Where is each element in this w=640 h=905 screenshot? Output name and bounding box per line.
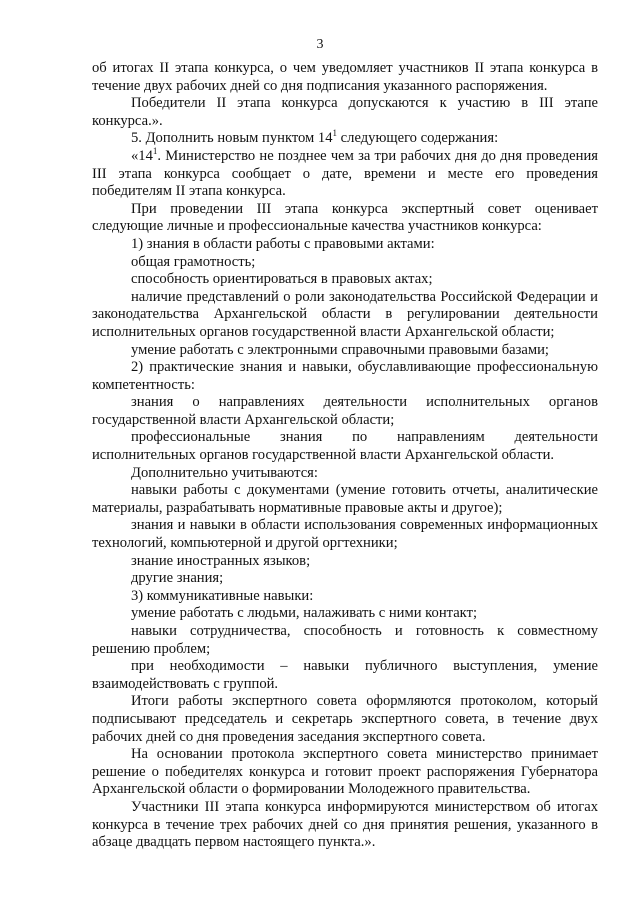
paragraph: При проведении III этапа конкурса экспертный совет оценивает следующие личные и профессиональные качества участников конкурса: [92,200,598,235]
paragraph: Дополнительно учитываются: [131,464,318,481]
paragraph: Победители II этапа конкурса допускаются к участию в III этапе конкурса.». [92,95,598,129]
paragraph-text: 5. Дополнить новым пунктом 14 [131,130,333,147]
paragraph: знания и навыки в области использования современных информационных технологий, компьютерной и другой оргтехники; [92,517,598,552]
superscript: 1 [152,145,158,156]
paragraph: Итоги работы экспертного совета оформляются протоколом, который подписывают председатель и секретарь экспертного совета, в течение двух рабочих дней со дня проведения заседания экспертного совета. [92,693,598,745]
paragraph: способность ориентироваться в правовых актах; [131,271,433,288]
paragraph-text: следующего содержания: [337,130,499,147]
paragraph: Участники III этапа конкурса информируются министерством об итогах конкурса в течение трех рабочих дней со дня принятия решения, указанного в абзаце двадцать первом настоящего пункта.». [92,798,598,851]
document-body [92,60,598,852]
paragraph: умение работать с электронными справочными правовыми базами; [131,341,549,358]
paragraph: профессиональные знания по направлениям деятельности исполнительных органов государственной власти Архангельской области. [92,429,598,464]
paragraph: знания о направлениях деятельности исполнительных органов государственной власти Архангельской области; [92,394,598,428]
superscript: 1 [332,128,338,139]
paragraph: 2) практические знания и навыки, обуславливающие профессиональную компетентность: [92,359,598,393]
paragraph [92,145,598,201]
paragraph: при необходимости – навыки публичного выступления, умение взаимодействовать с группой. [92,658,598,692]
paragraph-text: . Министерство не позднее чем за три рабочих дня до дня проведения III этапа конкурса сообщает о дате, времени и месте его проведения победителям II этапа конкурса. [92,147,598,200]
paragraph: навыки работы с документами (умение готовить отчеты, аналитические материалы, разрабатывать нормативные правовые акты и другое); [92,482,598,516]
paragraph: 1) знания в области работы с правовыми актами: [131,235,435,252]
paragraph: На основании протокола экспертного совета министерство принимает решение о победителях конкурса и готовит проект распоряжения Губернатора Архангельской области о формировании Молодежного правительства. [92,746,598,798]
paragraph: навыки сотрудничества, способность и готовность к совместному решению проблем; [92,623,598,657]
paragraph: общая грамотность; [131,253,256,270]
paragraph: об итогах II этапа конкурса, о чем уведомляет участников II этапа конкурса в течение двух рабочих дней со дня подписания указанного распоряжения. [92,60,598,94]
paragraph: наличие представлений о роли законодательства Российской Федерации и законодательства Архангельской области в регулировании деятельности исполнительных органов государственной власти Архангельской области; [92,288,598,340]
page-number: 3 [316,37,324,52]
paragraph: умение работать с людьми, налаживать с ними контакт; [131,605,478,622]
paragraph: знание иностранных языков; [131,552,311,569]
paragraph [92,130,598,148]
paragraph: 3) коммуникативные навыки: [131,587,314,604]
paragraph-text: «14 [131,147,153,164]
paragraph: другие знания; [131,570,224,587]
